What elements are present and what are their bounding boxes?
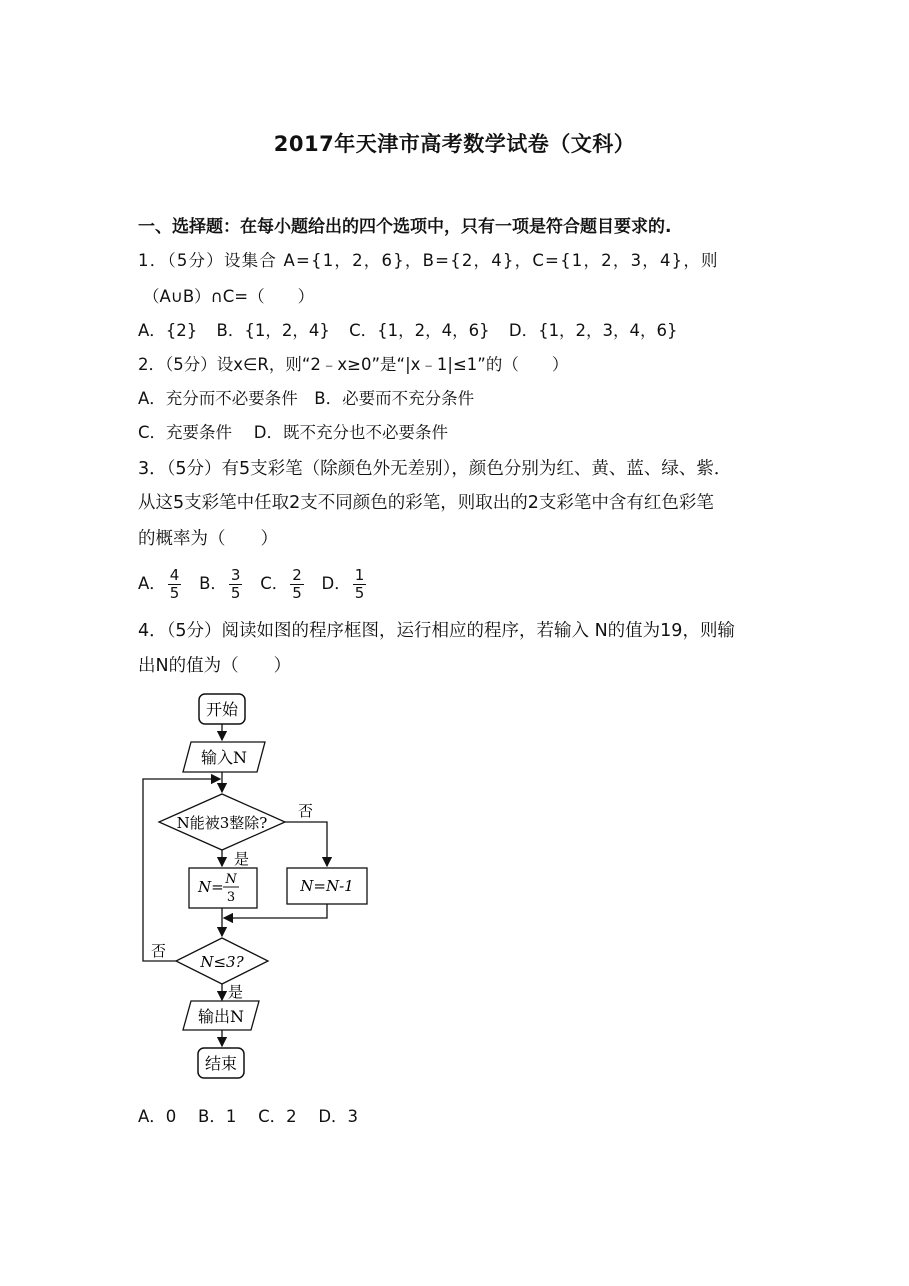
q3-option-a-numerator: 4 <box>169 566 180 584</box>
q3-options <box>138 566 368 602</box>
q2-stem: 2．（5分）设x∈R，则“2﹣x≥0”是“|x﹣1|≤1”的（ ） <box>138 355 569 374</box>
assign-right-label: N=N-1 <box>300 877 354 895</box>
arrow-cond1-no <box>285 822 327 866</box>
q3-option-a-denominator: 5 <box>169 584 180 602</box>
q3-option-d-fraction <box>353 567 367 602</box>
q4-options: A．0 B．1 C．2 D．3 <box>138 1107 359 1126</box>
q1-options <box>138 320 692 342</box>
q3-stem-line2: 从这5支彩笔中任取2支不同颜色的彩笔，则取出的2支彩笔中含有红色彩笔 <box>138 493 714 513</box>
q3-option-c-fraction <box>290 567 304 602</box>
cond1-label: N能被3整除? <box>176 814 268 832</box>
q3-option-a <box>138 566 183 602</box>
q3-option-c-numerator: 2 <box>292 566 302 584</box>
q3-option-a-fraction <box>168 567 182 602</box>
q4-stem-line2: 出N的值为（ ） <box>138 656 292 676</box>
page-title: 2017年天津市高考数学试卷（文科） <box>273 132 636 156</box>
q3-option-d-denominator: 5 <box>354 584 365 602</box>
cond2-yes-label: 是 <box>228 983 244 1001</box>
q3-option-a-label: A． <box>138 574 166 593</box>
q1-option-b: B．{1，2，4} <box>216 321 330 340</box>
q3-option-b-fraction <box>229 567 243 602</box>
input-label: 输入N <box>200 748 248 767</box>
end-label: 结束 <box>204 1054 238 1073</box>
q4-stem-line1: 4．（5分）阅读如图的程序框图，运行相应的程序，若输入 N的值为19，则输 <box>138 621 735 641</box>
q3-option-d-numerator: 1 <box>354 566 365 584</box>
assign-left-numerator: N <box>225 872 237 887</box>
cond1-no-label: 否 <box>298 802 314 820</box>
q1-option-d: D．{1，2，3，4，6} <box>508 321 678 340</box>
section-heading: 一、选择题：在每小题给出的四个选项中，只有一项是符合题目要求的. <box>138 217 672 237</box>
q1-stem-line1: 1．（5分）设集合 A={1，2，6}，B={2，4}，C={1，2，3，4}，则 <box>138 251 719 270</box>
output-label: 输出N <box>197 1007 245 1026</box>
q3-option-c <box>260 566 306 602</box>
cond2-no-label: 否 <box>151 942 167 960</box>
q1-option-c: C．{1，2，4，6} <box>349 321 490 340</box>
q3-option-c-label: C． <box>260 574 289 593</box>
q3-option-b <box>199 566 244 602</box>
q3-option-b-label: B． <box>199 574 227 593</box>
assign-left-denominator: 3 <box>226 890 236 905</box>
q3-option-b-numerator: 3 <box>230 566 241 584</box>
program-flowchart <box>138 690 398 1090</box>
assign-left-lhs: N= <box>198 878 224 896</box>
start-label: 开始 <box>205 700 239 719</box>
q3-option-c-denominator: 5 <box>292 584 302 602</box>
q3-option-d-label: D． <box>321 574 351 593</box>
q3-stem-line3: 的概率为（ ） <box>138 529 278 549</box>
q1-option-a: A．{2} <box>138 321 198 340</box>
cond2-label: N≤3? <box>200 953 244 971</box>
q3-option-d <box>321 566 369 602</box>
q2-options-line1: A．充分而不必要条件 B．必要而不充分条件 <box>138 389 475 408</box>
cond1-yes-label: 是 <box>234 850 250 868</box>
q3-option-b-denominator: 5 <box>230 584 241 602</box>
q3-stem-line1: 3．（5分）有5支彩笔（除颜色外无差别），颜色分别为红、黄、蓝、绿、紫． <box>138 459 732 479</box>
q2-options-line2: C．充要条件 D．既不充分也不必要条件 <box>138 423 448 442</box>
q1-stem-line2: （A∪B）∩C=（ ） <box>143 287 315 306</box>
